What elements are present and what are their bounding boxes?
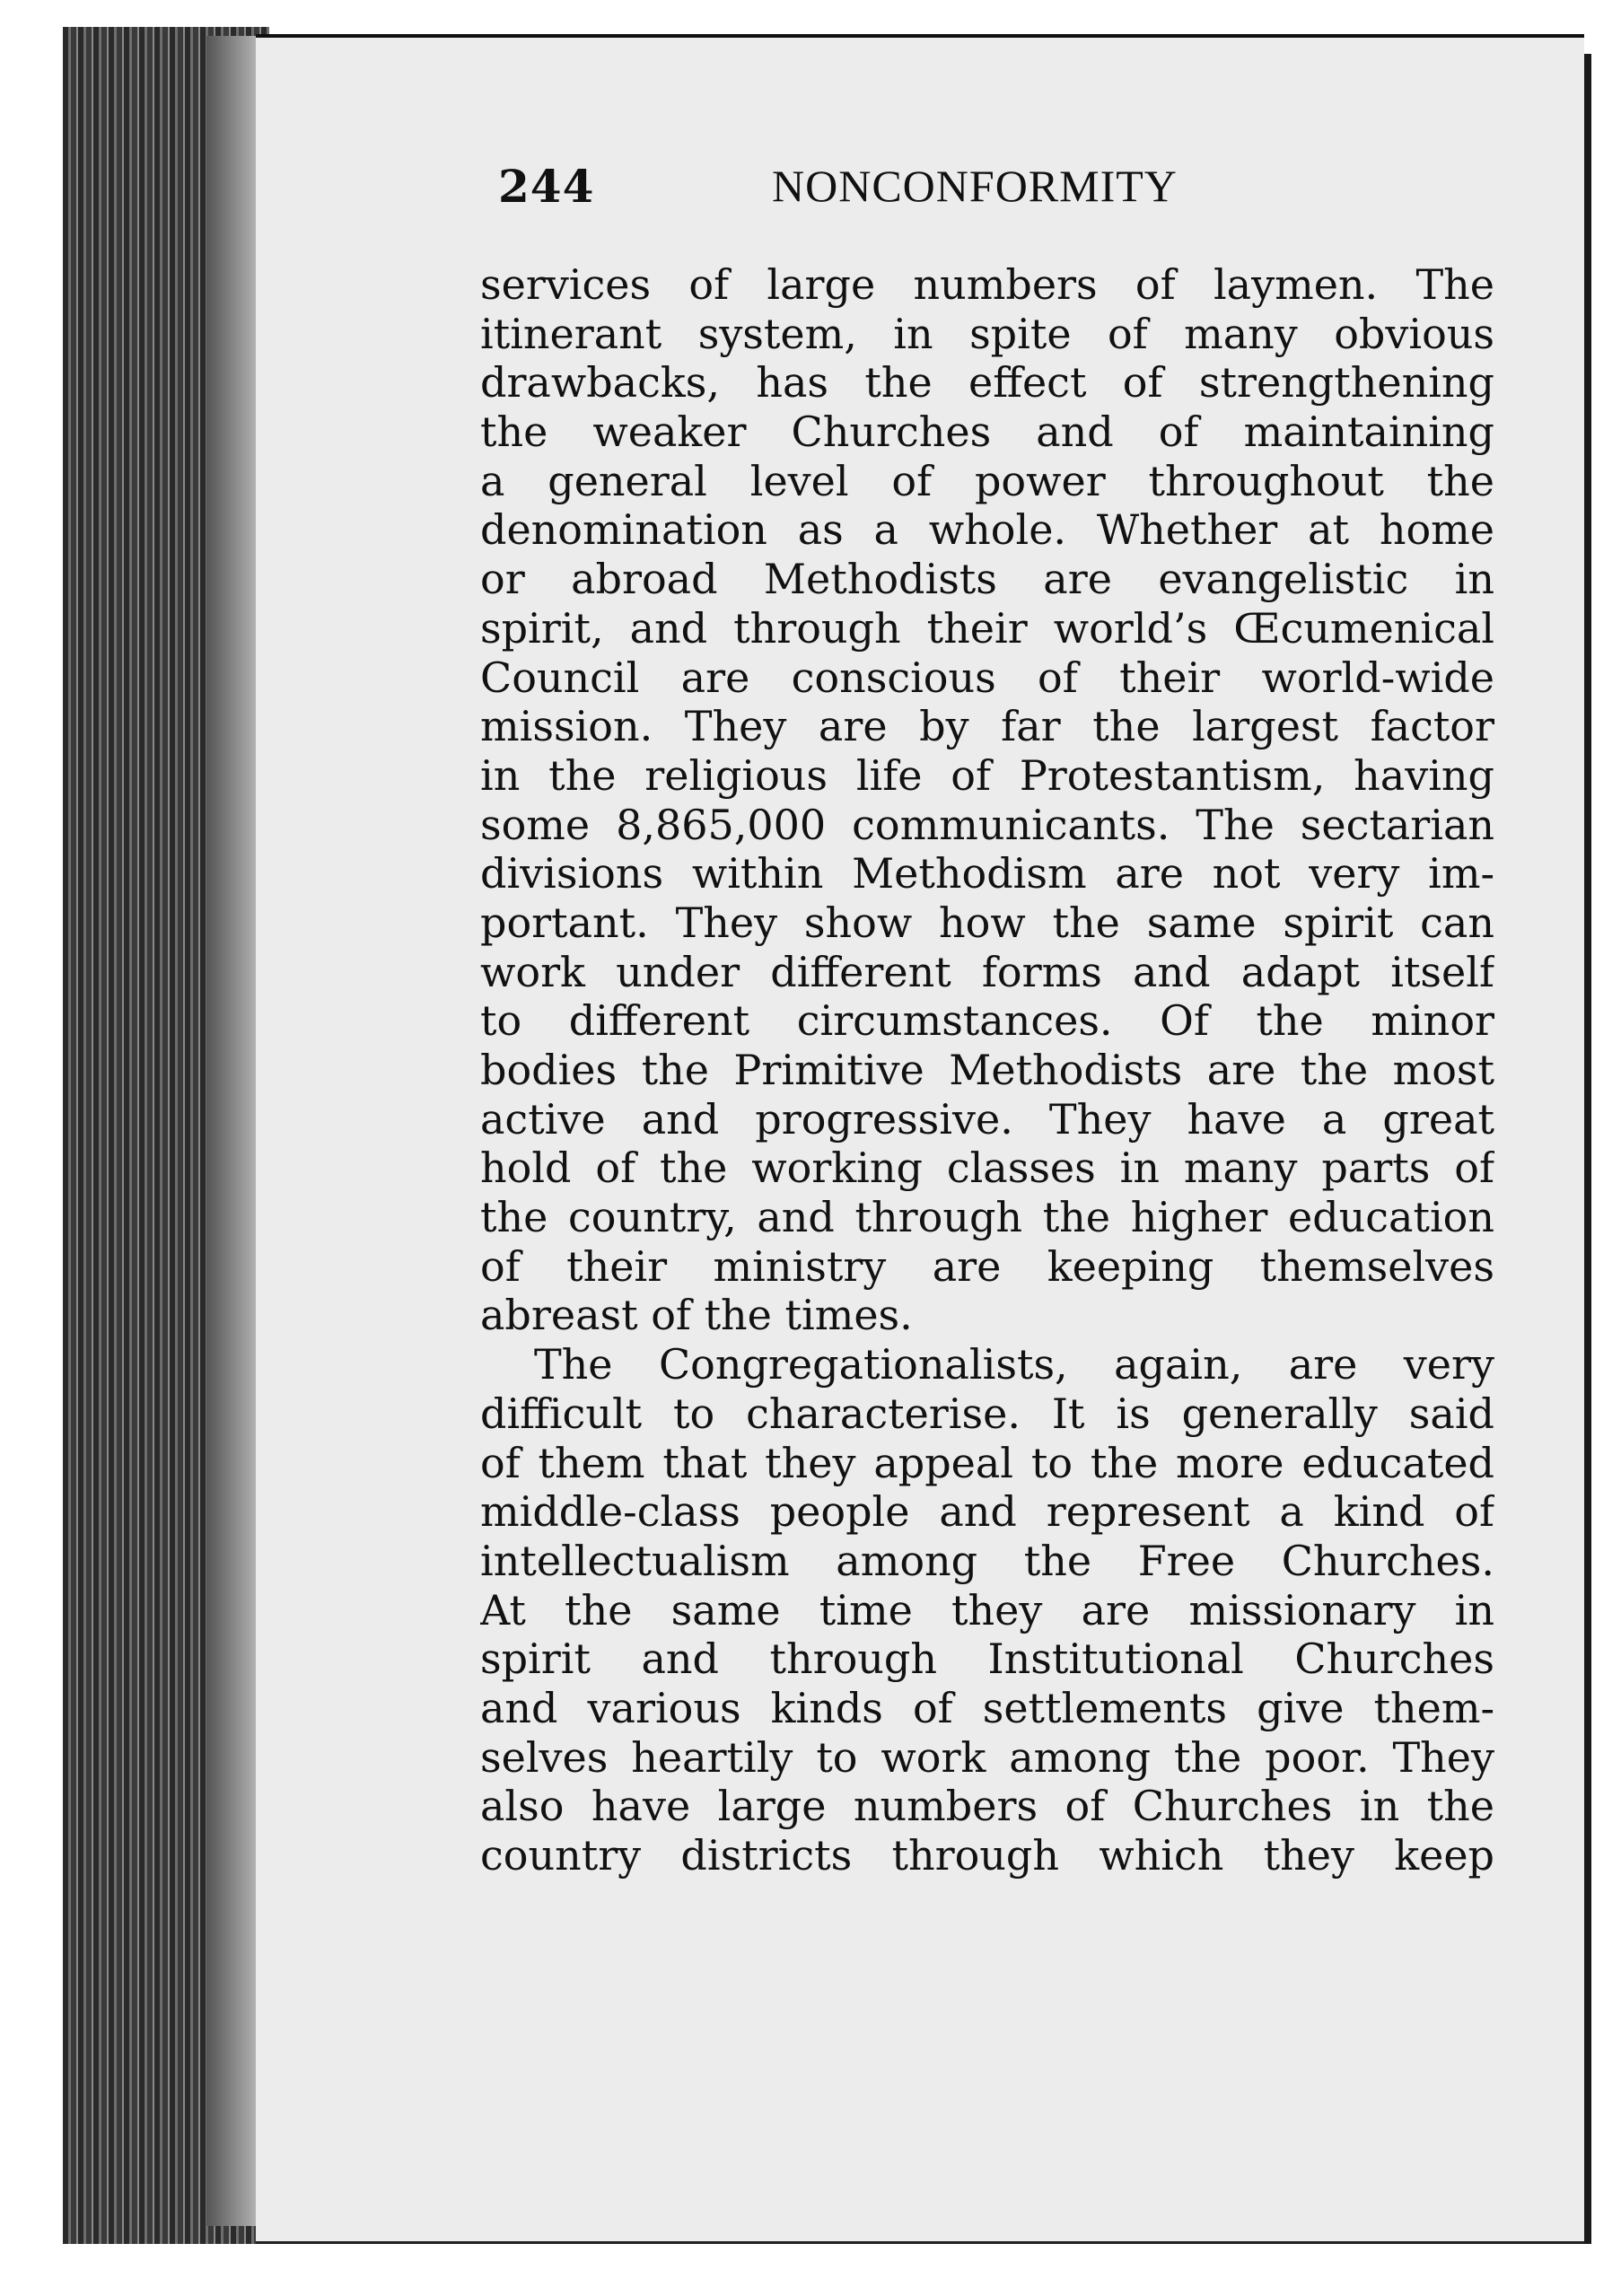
text-line: also have large numbers of Churches in the bbox=[480, 1782, 1494, 1831]
paragraph-first-line: The Congregationalists, again, are very bbox=[534, 1340, 1494, 1389]
text-line: in the religious life of Protestantism, having bbox=[480, 750, 1494, 800]
text-line: mission. They are by far the largest factor bbox=[480, 702, 1494, 751]
text-line: itinerant system, in spite of many obvious bbox=[480, 309, 1494, 358]
text-line: difficult to characterise. It is generally said bbox=[480, 1389, 1494, 1438]
text-line: divisions within Methodism are not very im- bbox=[480, 849, 1494, 898]
paragraph-last-line: abreast of the times. bbox=[480, 1291, 913, 1340]
text-line: of their ministry are keeping themselves bbox=[480, 1241, 1494, 1291]
text-line: some 8,865,000 communicants. The sectarian bbox=[480, 800, 1494, 849]
text-line: spirit and through Institutional Churches bbox=[480, 1634, 1494, 1684]
text-line: or abroad Methodists are evangelistic in bbox=[480, 555, 1494, 604]
text-line: and various kinds of settlements give them- bbox=[480, 1683, 1494, 1732]
body-text bbox=[480, 260, 1494, 1880]
text-line: a general level of power throughout the bbox=[480, 456, 1494, 505]
page-right-edge bbox=[1584, 54, 1591, 2244]
text-line: work under different forms and adapt itself bbox=[480, 947, 1494, 996]
text-line: hold of the working classes in many parts of bbox=[480, 1144, 1494, 1193]
text-line: At the same time they are missionary in bbox=[480, 1585, 1494, 1634]
running-title: NONCONFORMITY bbox=[772, 161, 1178, 211]
text-line: Council are conscious of their world-wide bbox=[480, 653, 1494, 702]
page-header bbox=[498, 160, 1252, 232]
text-line: active and progressive. They have a great bbox=[480, 1094, 1494, 1144]
text-line: the country, and through the higher education bbox=[480, 1193, 1494, 1242]
text-line: drawbacks, has the effect of strengthening bbox=[480, 358, 1494, 407]
text-line: selves heartily to work among the poor. They bbox=[480, 1732, 1494, 1782]
text-line: middle-class people and represent a kind of bbox=[480, 1487, 1494, 1537]
text-line: to different circumstances. Of the minor bbox=[480, 996, 1494, 1046]
text-line: spirit, and through their world’s Œcumenical bbox=[480, 603, 1494, 653]
text-line: portant. They show how the same spirit can bbox=[480, 898, 1494, 947]
text-line: country districts through which they keep bbox=[480, 1831, 1494, 1880]
text-line: services of large numbers of laymen. The bbox=[480, 260, 1494, 309]
text-line: intellectualism among the Free Churches. bbox=[480, 1536, 1494, 1585]
text-line: the weaker Churches and of maintaining bbox=[480, 407, 1494, 457]
text-line: bodies the Primitive Methodists are the most bbox=[480, 1046, 1494, 1094]
page-number: 244 bbox=[498, 160, 595, 213]
text-line: denomination as a whole. Whether at home bbox=[480, 505, 1494, 555]
text-line: of them that they appeal to the more educated bbox=[480, 1438, 1494, 1487]
